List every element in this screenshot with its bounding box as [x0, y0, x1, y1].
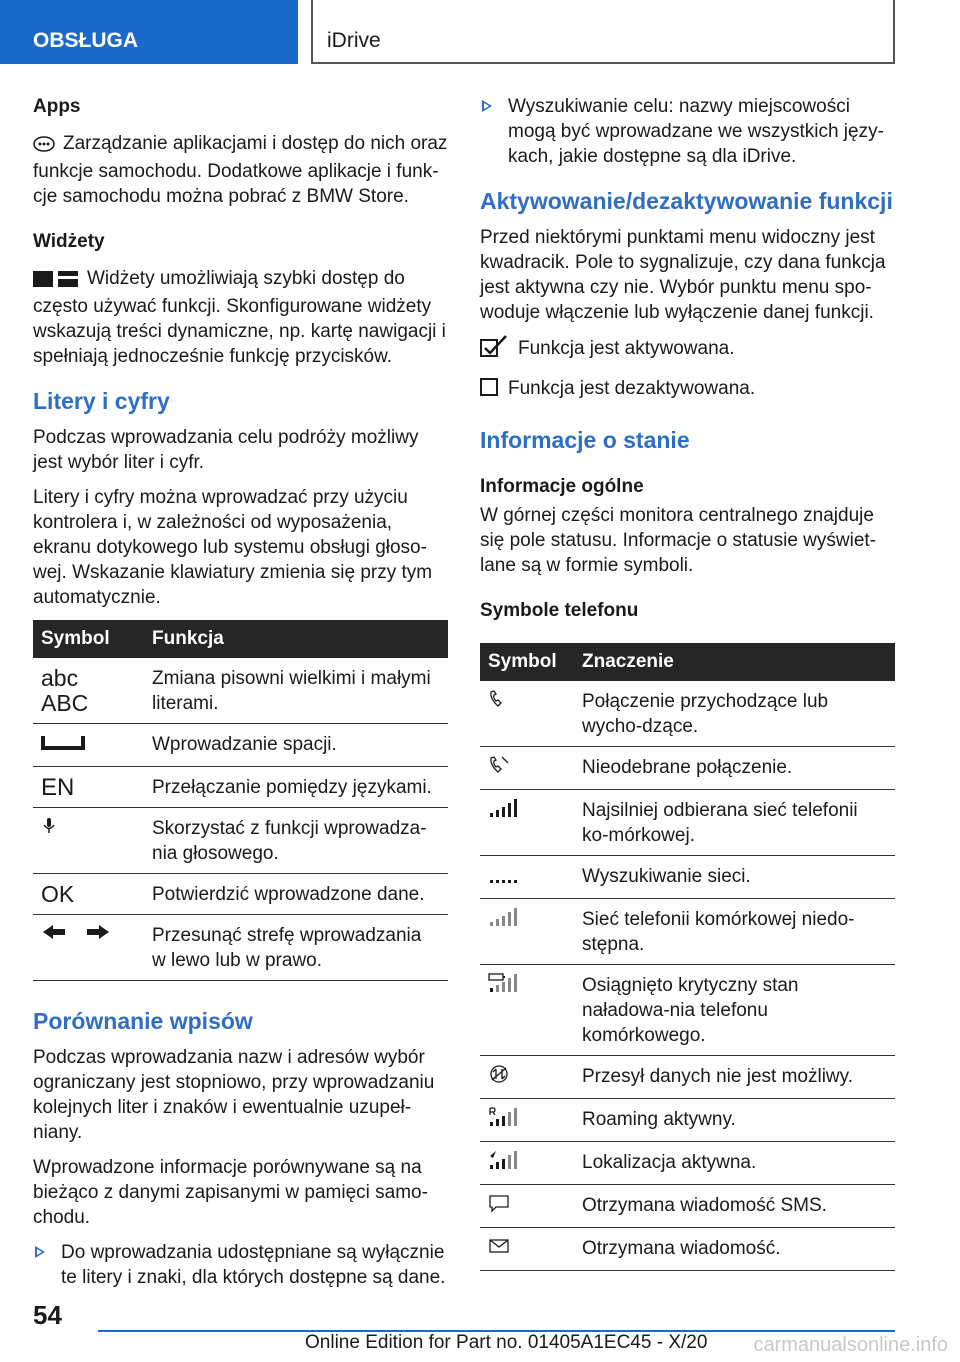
compare-bullets [33, 1240, 448, 1290]
table-header-row [480, 643, 895, 681]
bullet-triangle-icon [482, 100, 492, 112]
widgets-heading: Widżety [33, 231, 105, 252]
letters-heading: Litery i cyfry [33, 388, 170, 414]
microphone-icon [41, 816, 57, 836]
symbol-cell [33, 658, 144, 724]
uppercase-symbol: ABC [41, 690, 89, 716]
function-cell: Przełączanie pomiędzy językami. [144, 767, 448, 808]
chapter-header [311, 0, 895, 64]
page-number: 54 [33, 1300, 62, 1330]
table-row [33, 767, 448, 808]
phone-call-icon [488, 689, 510, 709]
symbol-cell [480, 899, 574, 965]
table-row [33, 915, 448, 981]
phone-heading: Symbole telefonu [480, 600, 639, 621]
checkbox-empty-icon [480, 377, 500, 404]
symbol-cell [480, 790, 574, 856]
meaning-cell: Najsilniej odbierana sieć telefonii ko-mórkowej. [574, 790, 895, 856]
search-bullets [480, 94, 895, 169]
general-paragraph: W górnej części monitora centralnego znajduje się pole statusu. Informacje o statusie wyświet-lane są w formie symboli. [480, 505, 877, 576]
apps-icon [33, 134, 55, 159]
column-header-function: Funkcja [144, 620, 448, 658]
section-tab [0, 0, 298, 64]
lowercase-symbol: abc [41, 665, 79, 691]
symbol-cell [33, 915, 144, 981]
inactive-line [480, 376, 895, 404]
status-heading: Informacje o stanie [480, 427, 690, 453]
signal-full-icon [488, 798, 518, 818]
table-row [480, 681, 895, 747]
meaning-cell: Roaming aktywny. [574, 1099, 895, 1142]
table-row [480, 1056, 895, 1099]
meaning-cell: Osiągnięto krytyczny stan naładowa-nia telefonu komórkowego. [574, 965, 895, 1056]
table-row [480, 1185, 895, 1228]
left-column [33, 94, 448, 1298]
table-row [33, 874, 448, 915]
list-item [480, 94, 895, 169]
widgets-text: Widżety umożliwiają szybki dostęp do często używać funkcji. Skonfigurowane widżety wskazują treści dynamiczne, np. kartę nawigacji i spełniają jednocześnie funkcję przycisków. [33, 268, 446, 367]
symbol-cell [480, 747, 574, 790]
watermark: carmanualsonline.info [753, 1334, 948, 1356]
widgets-icon [33, 269, 79, 294]
function-cell: Zmiana pisowni wielkimi i małymi literami. [144, 658, 448, 724]
symbol-cell [480, 1185, 574, 1228]
list-item [33, 1240, 448, 1290]
table-row [33, 724, 448, 767]
table-row [480, 1099, 895, 1142]
phone-symbols-table [480, 643, 895, 1271]
arrows-icon [41, 923, 111, 941]
space-icon [41, 732, 85, 752]
inactive-label: Funkcja jest dezaktywowana. [508, 378, 756, 399]
function-cell: Potwierdzić wprowadzone dane. [144, 874, 448, 915]
column-header-meaning: Znaczenie [574, 643, 895, 681]
active-line [480, 335, 895, 364]
table-row [480, 790, 895, 856]
active-label: Funkcja jest aktywowana. [518, 338, 735, 359]
missed-call-icon [488, 755, 510, 775]
symbol-cell [480, 1142, 574, 1185]
apps-heading: Apps [33, 96, 81, 117]
bullet-text: Do wprowadzania udostępniane są wyłącznie te litery i znaki, dla których dostępne są dane. [61, 1242, 446, 1288]
symbol-cell [33, 724, 144, 767]
general-heading: Informacje ogólne [480, 476, 644, 497]
activate-paragraph: Przed niektórymi punktami menu widoczny jest kwadracik. Pole to sygnalizuje, czy dana funkcja jest aktywna czy nie. Wybór punktu menu spo-woduje włączenie lub wyłączenie danej funkcji. [480, 227, 886, 323]
table-row [33, 658, 448, 724]
compare-paragraph-2: Wprowadzone informacje porównywane są na bieżąco z danymi zapisanymi w pamięci samo-chodu. [33, 1157, 428, 1228]
compare-heading: Porównanie wpisów [33, 1008, 253, 1034]
right-column [480, 94, 895, 1281]
location-icon [488, 1150, 518, 1170]
table-row [480, 1142, 895, 1185]
bullet-text: Wyszukiwanie celu: nazwy miejscowości mogą być wprowadzane we wszystkich języ-kach, jakie dostępne są dla iDrive. [508, 96, 884, 167]
table-row [480, 899, 895, 965]
widgets-paragraph [33, 266, 448, 369]
activate-heading: Aktywowanie/dezaktywowanie funkcji [480, 188, 893, 214]
table-row [480, 965, 895, 1056]
language-symbol: EN [41, 774, 75, 801]
sms-icon [488, 1193, 510, 1213]
section-title: OBSŁUGA [33, 29, 138, 52]
ok-symbol: OK [41, 881, 75, 907]
keyboard-symbols-table [33, 620, 448, 981]
edition-text: Online Edition for Part no. 01405A1EC45 - X/20 [305, 1332, 708, 1353]
compare-paragraph-1: Podczas wprowadzania nazw i adresów wybór ograniczany jest stopniowo, przy wprowadzaniu kolejnych liter i znaków i ewentualnie uzupeł-niany. [33, 1047, 435, 1143]
symbol-cell [33, 767, 144, 808]
apps-paragraph [33, 131, 448, 209]
table-header-row [33, 620, 448, 658]
function-cell: Wprowadzanie spacji. [144, 724, 448, 767]
no-data-icon [488, 1064, 510, 1084]
column-header-symbol: Symbol [480, 643, 574, 681]
symbol-cell [33, 808, 144, 874]
table-row [480, 856, 895, 899]
meaning-cell: Lokalizacja aktywna. [574, 1142, 895, 1185]
meaning-cell: Nieodebrane połączenie. [574, 747, 895, 790]
letters-paragraph-1: Podczas wprowadzania celu podróży możliwy jest wybór liter i cyfr. [33, 427, 419, 473]
bullet-triangle-icon [35, 1246, 45, 1258]
table-row [480, 1228, 895, 1271]
symbol-cell [480, 856, 574, 899]
symbol-cell [480, 681, 574, 747]
checkbox-checked-icon [480, 335, 510, 364]
symbol-cell [480, 1099, 574, 1142]
signal-unavailable-icon [488, 907, 518, 927]
battery-low-icon [488, 973, 518, 993]
meaning-cell: Otrzymana wiadomość. [574, 1228, 895, 1271]
meaning-cell: Przesył danych nie jest możliwy. [574, 1056, 895, 1099]
meaning-cell: Otrzymana wiadomość SMS. [574, 1185, 895, 1228]
table-row [33, 808, 448, 874]
symbol-cell [480, 1056, 574, 1099]
apps-text: Zarządzanie aplikacjami i dostęp do nich oraz funkcje samochodu. Dodatkowe aplikacje i funk-cje samochodu można pobrać z BMW Store. [33, 133, 448, 207]
symbol-cell [480, 1228, 574, 1271]
table-row [480, 747, 895, 790]
roaming-icon [488, 1107, 518, 1127]
symbol-cell [33, 874, 144, 915]
message-icon [488, 1236, 510, 1256]
meaning-cell: Sieć telefonii komórkowej niedo-stępna. [574, 899, 895, 965]
network-search-icon [488, 864, 518, 884]
letters-paragraph-2: Litery i cyfry można wprowadzać przy użyciu kontrolera i, w zależności od wyposażenia, ekranu dotykowego lub systemu obsługi głoso-wej. Wskazanie klawiatury zmienia się przy tym automatycznie. [33, 487, 433, 608]
meaning-cell: Wyszukiwanie sieci. [574, 856, 895, 899]
meaning-cell: Połączenie przychodzące lub wycho-dzące. [574, 681, 895, 747]
symbol-cell [480, 965, 574, 1056]
chapter-title: iDrive [327, 29, 381, 52]
column-header-symbol: Symbol [33, 620, 144, 658]
function-cell: Skorzystać z funkcji wprowadza-nia głosowego. [144, 808, 448, 874]
function-cell: Przesunąć strefę wprowadzania w lewo lub w prawo. [144, 915, 448, 981]
